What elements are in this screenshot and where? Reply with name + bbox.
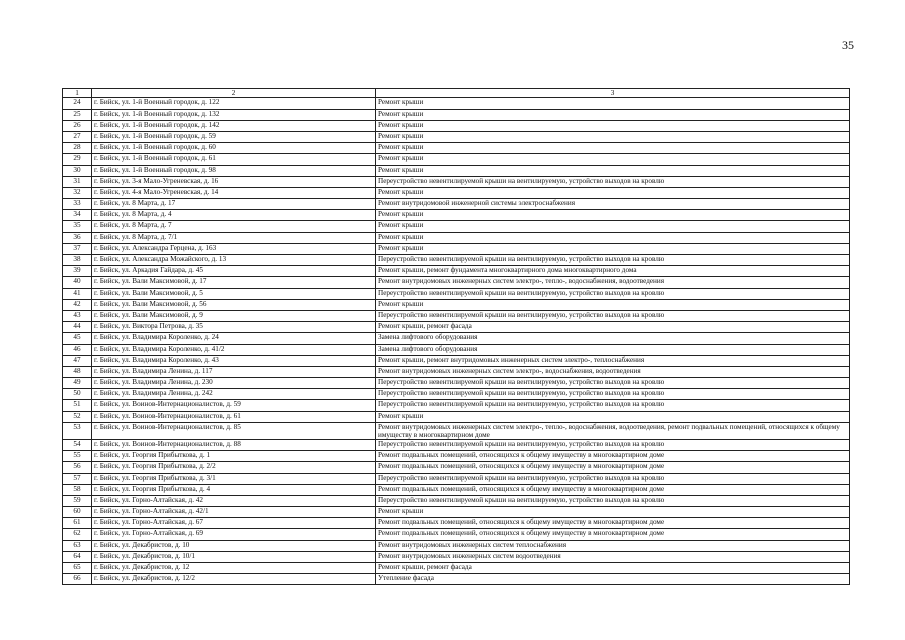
row-address: г. Бийск, ул. Вали Максимовой, д. 9: [92, 310, 376, 321]
row-number: 59: [63, 495, 92, 506]
row-number: 24: [63, 98, 92, 109]
row-number: 36: [63, 232, 92, 243]
row-number: 56: [63, 462, 92, 473]
row-address: г. Бийск, ул. Вали Максимовой, д. 56: [92, 299, 376, 310]
row-address: г. Бийск, ул. 1-й Военный городок, д. 142: [92, 120, 376, 131]
row-number: 66: [63, 574, 92, 585]
row-address: г. Бийск, ул. Воинов-Интернационалистов, д. 88: [92, 439, 376, 450]
row-number: 28: [63, 143, 92, 154]
row-number: 41: [63, 288, 92, 299]
row-work: Ремонт подвальных помещений, относящихся к общему имуществу в многоквартирном доме: [376, 518, 850, 529]
row-work: Ремонт крыши: [376, 187, 850, 198]
table-row: [63, 518, 850, 529]
row-address: г. Бийск, ул. Владимира Короленко, д. 41/2: [92, 344, 376, 355]
row-number: 31: [63, 176, 92, 187]
row-work: Переустройство невентилируемой крыши на вентилируемую, устройство выходов на кровлю: [376, 439, 850, 450]
row-work: Ремонт подвальных помещений, относящихся к общему имуществу в многоквартирном доме: [376, 451, 850, 462]
table-row: [63, 232, 850, 243]
table-row: [63, 529, 850, 540]
table-row: [63, 507, 850, 518]
row-address: г. Бийск, ул. 8 Марта, д. 7: [92, 221, 376, 232]
row-address: г. Бийск, ул. Александра Герцена, д. 163: [92, 243, 376, 254]
table-row: [63, 266, 850, 277]
row-number: 30: [63, 165, 92, 176]
column-header-address: 2: [92, 89, 376, 98]
row-number: 38: [63, 255, 92, 266]
row-work: Переустройство невентилируемой крыши на вентилируемую, устройство выходов на кровлю: [376, 176, 850, 187]
table-row: [63, 243, 850, 254]
table-row: [63, 120, 850, 131]
row-address: г. Бийск, ул. Владимира Ленина, д. 117: [92, 366, 376, 377]
row-work: Ремонт внутридомовых инженерных систем водоотведения: [376, 551, 850, 562]
table-row: [63, 187, 850, 198]
row-number: 61: [63, 518, 92, 529]
row-number: 42: [63, 299, 92, 310]
row-address: г. Бийск, ул. Вали Максимовой, д. 17: [92, 277, 376, 288]
table-row: [63, 310, 850, 321]
row-number: 44: [63, 322, 92, 333]
table-header-row: [63, 89, 850, 98]
row-address: г. Бийск, ул. Горно-Алтайская, д. 42/1: [92, 507, 376, 518]
row-number: 62: [63, 529, 92, 540]
row-address: г. Бийск, ул. 8 Марта, д. 4: [92, 210, 376, 221]
row-work: Ремонт внутридомовых инженерных систем теплоснабжения: [376, 540, 850, 551]
row-work: Переустройство невентилируемой крыши на вентилируемую, устройство выходов на кровлю: [376, 389, 850, 400]
row-number: 58: [63, 484, 92, 495]
row-address: г. Бийск, ул. Декабристов, д. 12/2: [92, 574, 376, 585]
table-row: [63, 131, 850, 142]
row-address: г. Бийск, ул. Декабристов, д. 10/1: [92, 551, 376, 562]
row-number: 46: [63, 344, 92, 355]
row-work: Ремонт крыши: [376, 165, 850, 176]
table-row: [63, 551, 850, 562]
page-number: 35: [842, 38, 854, 52]
row-number: 48: [63, 366, 92, 377]
row-address: г. Бийск, ул. Горно-Алтайская, д. 69: [92, 529, 376, 540]
table-row: [63, 98, 850, 109]
row-number: 52: [63, 411, 92, 422]
repair-table-body: [63, 89, 850, 585]
row-number: 27: [63, 131, 92, 142]
table-row: [63, 176, 850, 187]
table-row: [63, 221, 850, 232]
row-work: Переустройство невентилируемой крыши на вентилируемую, устройство выходов на кровлю: [376, 310, 850, 321]
column-header-number: 1: [63, 89, 92, 98]
row-number: 64: [63, 551, 92, 562]
row-address: г. Бийск, ул. Владимира Короленко, д. 43: [92, 355, 376, 366]
table-row: [63, 473, 850, 484]
row-number: 55: [63, 451, 92, 462]
row-number: 33: [63, 199, 92, 210]
table-row: [63, 451, 850, 462]
row-work: Ремонт крыши: [376, 131, 850, 142]
row-address: г. Бийск, ул. 8 Марта, д. 7/1: [92, 232, 376, 243]
row-address: г. Бийск, ул. Владимира Ленина, д. 242: [92, 389, 376, 400]
row-address: г. Бийск, ул. 1-й Военный городок, д. 122: [92, 98, 376, 109]
row-address: г. Бийск, ул. Воинов-Интернационалистов, д. 59: [92, 400, 376, 411]
table-row: [63, 378, 850, 389]
table-row: [63, 143, 850, 154]
row-number: 32: [63, 187, 92, 198]
row-work: Переустройство невентилируемой крыши на вентилируемую, устройство выходов на кровлю: [376, 473, 850, 484]
row-work: Ремонт крыши: [376, 143, 850, 154]
row-work: Ремонт крыши: [376, 154, 850, 165]
row-address: г. Бийск, ул. Вали Максимовой, д. 5: [92, 288, 376, 299]
row-number: 29: [63, 154, 92, 165]
row-work: Замена лифтового оборудования: [376, 333, 850, 344]
repair-table: [62, 88, 850, 585]
table-row: [63, 540, 850, 551]
row-address: г. Бийск, ул. Александра Можайского, д. 13: [92, 255, 376, 266]
row-address: г. Бийск, ул. Владимира Ленина, д. 230: [92, 378, 376, 389]
row-address: г. Бийск, ул. Георгия Прибыткова, д. 3/1: [92, 473, 376, 484]
row-address: г. Бийск, ул. 1-й Военный городок, д. 60: [92, 143, 376, 154]
row-work: Ремонт крыши, ремонт фундамента многоквартирного дома многоквартирного дома: [376, 266, 850, 277]
table-row: [63, 411, 850, 422]
row-work: Ремонт крыши, ремонт внутридомовых инженерных систем электро-, теплоснабжения: [376, 355, 850, 366]
row-work: Ремонт внутридомовых инженерных систем электро-, тепло-, водоснабжения, водоотведения: [376, 277, 850, 288]
table-row: [63, 109, 850, 120]
row-address: г. Бийск, ул. Георгия Прибыткова, д. 1: [92, 451, 376, 462]
row-number: 60: [63, 507, 92, 518]
row-number: 54: [63, 439, 92, 450]
table-row: [63, 165, 850, 176]
row-number: 65: [63, 563, 92, 574]
table-row: [63, 355, 850, 366]
row-work: Ремонт внутридомовых инженерных систем электро-, водоснабжения, водоотведения: [376, 366, 850, 377]
table-row: [63, 439, 850, 450]
row-address: г. Бийск, ул. 3-я Мало-Угреневская, д. 16: [92, 176, 376, 187]
row-number: 50: [63, 389, 92, 400]
row-work: Ремонт крыши: [376, 507, 850, 518]
row-address: г. Бийск, ул. Аркадия Гайдара, д. 45: [92, 266, 376, 277]
row-work: Переустройство невентилируемой крыши на вентилируемую, устройство выходов на кровлю: [376, 378, 850, 389]
table-row: [63, 366, 850, 377]
table-row: [63, 574, 850, 585]
table-row: [63, 422, 850, 439]
row-number: 45: [63, 333, 92, 344]
row-work: Ремонт крыши: [376, 243, 850, 254]
row-number: 49: [63, 378, 92, 389]
row-number: 51: [63, 400, 92, 411]
row-address: г. Бийск, ул. Воинов-Интернационалистов, д. 85: [92, 422, 376, 439]
row-address: г. Бийск, ул. 1-й Военный городок, д. 59: [92, 131, 376, 142]
column-header-work: 3: [376, 89, 850, 98]
row-work: Ремонт крыши: [376, 120, 850, 131]
table-row: [63, 344, 850, 355]
row-work: Ремонт крыши: [376, 221, 850, 232]
row-number: 63: [63, 540, 92, 551]
table-row: [63, 563, 850, 574]
table-row: [63, 400, 850, 411]
row-work: Ремонт крыши: [376, 98, 850, 109]
row-work: Ремонт подвальных помещений, относящихся к общему имуществу в многоквартирном доме: [376, 484, 850, 495]
row-work: Ремонт крыши: [376, 232, 850, 243]
row-work: Ремонт крыши, ремонт фасада: [376, 322, 850, 333]
row-number: 34: [63, 210, 92, 221]
table-row: [63, 495, 850, 506]
row-number: 39: [63, 266, 92, 277]
row-work: Переустройство невентилируемой крыши на вентилируемую, устройство выходов на кровлю: [376, 495, 850, 506]
table-row: [63, 322, 850, 333]
row-number: 43: [63, 310, 92, 321]
row-number: 40: [63, 277, 92, 288]
table-row: [63, 333, 850, 344]
row-address: г. Бийск, ул. Горно-Алтайская, д. 42: [92, 495, 376, 506]
row-address: г. Бийск, ул. Декабристов, д. 10: [92, 540, 376, 551]
row-address: г. Бийск, ул. Георгия Прибыткова, д. 4: [92, 484, 376, 495]
table-row: [63, 277, 850, 288]
row-address: г. Бийск, ул. Горно-Алтайская, д. 67: [92, 518, 376, 529]
table-row: [63, 288, 850, 299]
row-work: Ремонт внутридомовых инженерных систем электро-, тепло-, водоснабжения, водоотведения, ремонт подвальных помещений, относящихся к общему имуществу в многоквартирном доме: [376, 422, 850, 439]
row-number: 57: [63, 473, 92, 484]
row-work: Переустройство невентилируемой крыши на вентилируемую, устройство выходов на кровлю: [376, 288, 850, 299]
row-work: Ремонт внутридомовой инженерной системы электроснабжения: [376, 199, 850, 210]
row-address: г. Бийск, ул. Владимира Короленко, д. 24: [92, 333, 376, 344]
row-address: г. Бийск, ул. 1-й Военный городок, д. 132: [92, 109, 376, 120]
row-work: Ремонт крыши: [376, 210, 850, 221]
row-work: Ремонт подвальных помещений, относящихся к общему имуществу в многоквартирном доме: [376, 462, 850, 473]
table-row: [63, 484, 850, 495]
table-row: [63, 154, 850, 165]
row-work: Ремонт крыши: [376, 411, 850, 422]
row-work: Переустройство невентилируемой крыши на вентилируемую, устройство выходов на кровлю: [376, 255, 850, 266]
row-address: г. Бийск, ул. 4-я Мало-Угреневская, д. 14: [92, 187, 376, 198]
row-address: г. Бийск, ул. 1-й Военный городок, д. 98: [92, 165, 376, 176]
row-number: 35: [63, 221, 92, 232]
table-row: [63, 199, 850, 210]
row-number: 53: [63, 422, 92, 439]
table-row: [63, 389, 850, 400]
row-address: г. Бийск, ул. Воинов-Интернационалистов, д. 61: [92, 411, 376, 422]
row-work: Ремонт крыши, ремонт фасада: [376, 563, 850, 574]
row-work: Ремонт крыши: [376, 299, 850, 310]
row-work: Ремонт крыши: [376, 109, 850, 120]
table-row: [63, 462, 850, 473]
row-address: г. Бийск, ул. Георгия Прибыткова, д. 2/2: [92, 462, 376, 473]
row-address: г. Бийск, ул. 1-й Военный городок, д. 61: [92, 154, 376, 165]
row-work: Замена лифтового оборудования: [376, 344, 850, 355]
table-row: [63, 210, 850, 221]
row-number: 26: [63, 120, 92, 131]
row-address: г. Бийск, ул. 8 Марта, д. 17: [92, 199, 376, 210]
row-work: Утепление фасада: [376, 574, 850, 585]
row-address: г. Бийск, ул. Декабристов, д. 12: [92, 563, 376, 574]
row-address: г. Бийск, ул. Виктора Петрова, д. 35: [92, 322, 376, 333]
row-number: 47: [63, 355, 92, 366]
row-number: 25: [63, 109, 92, 120]
table-row: [63, 299, 850, 310]
row-work: Переустройство невентилируемой крыши на вентилируемую, устройство выходов на кровлю: [376, 400, 850, 411]
row-number: 37: [63, 243, 92, 254]
row-work: Ремонт подвальных помещений, относящихся к общему имуществу в многоквартирном доме: [376, 529, 850, 540]
table-row: [63, 255, 850, 266]
